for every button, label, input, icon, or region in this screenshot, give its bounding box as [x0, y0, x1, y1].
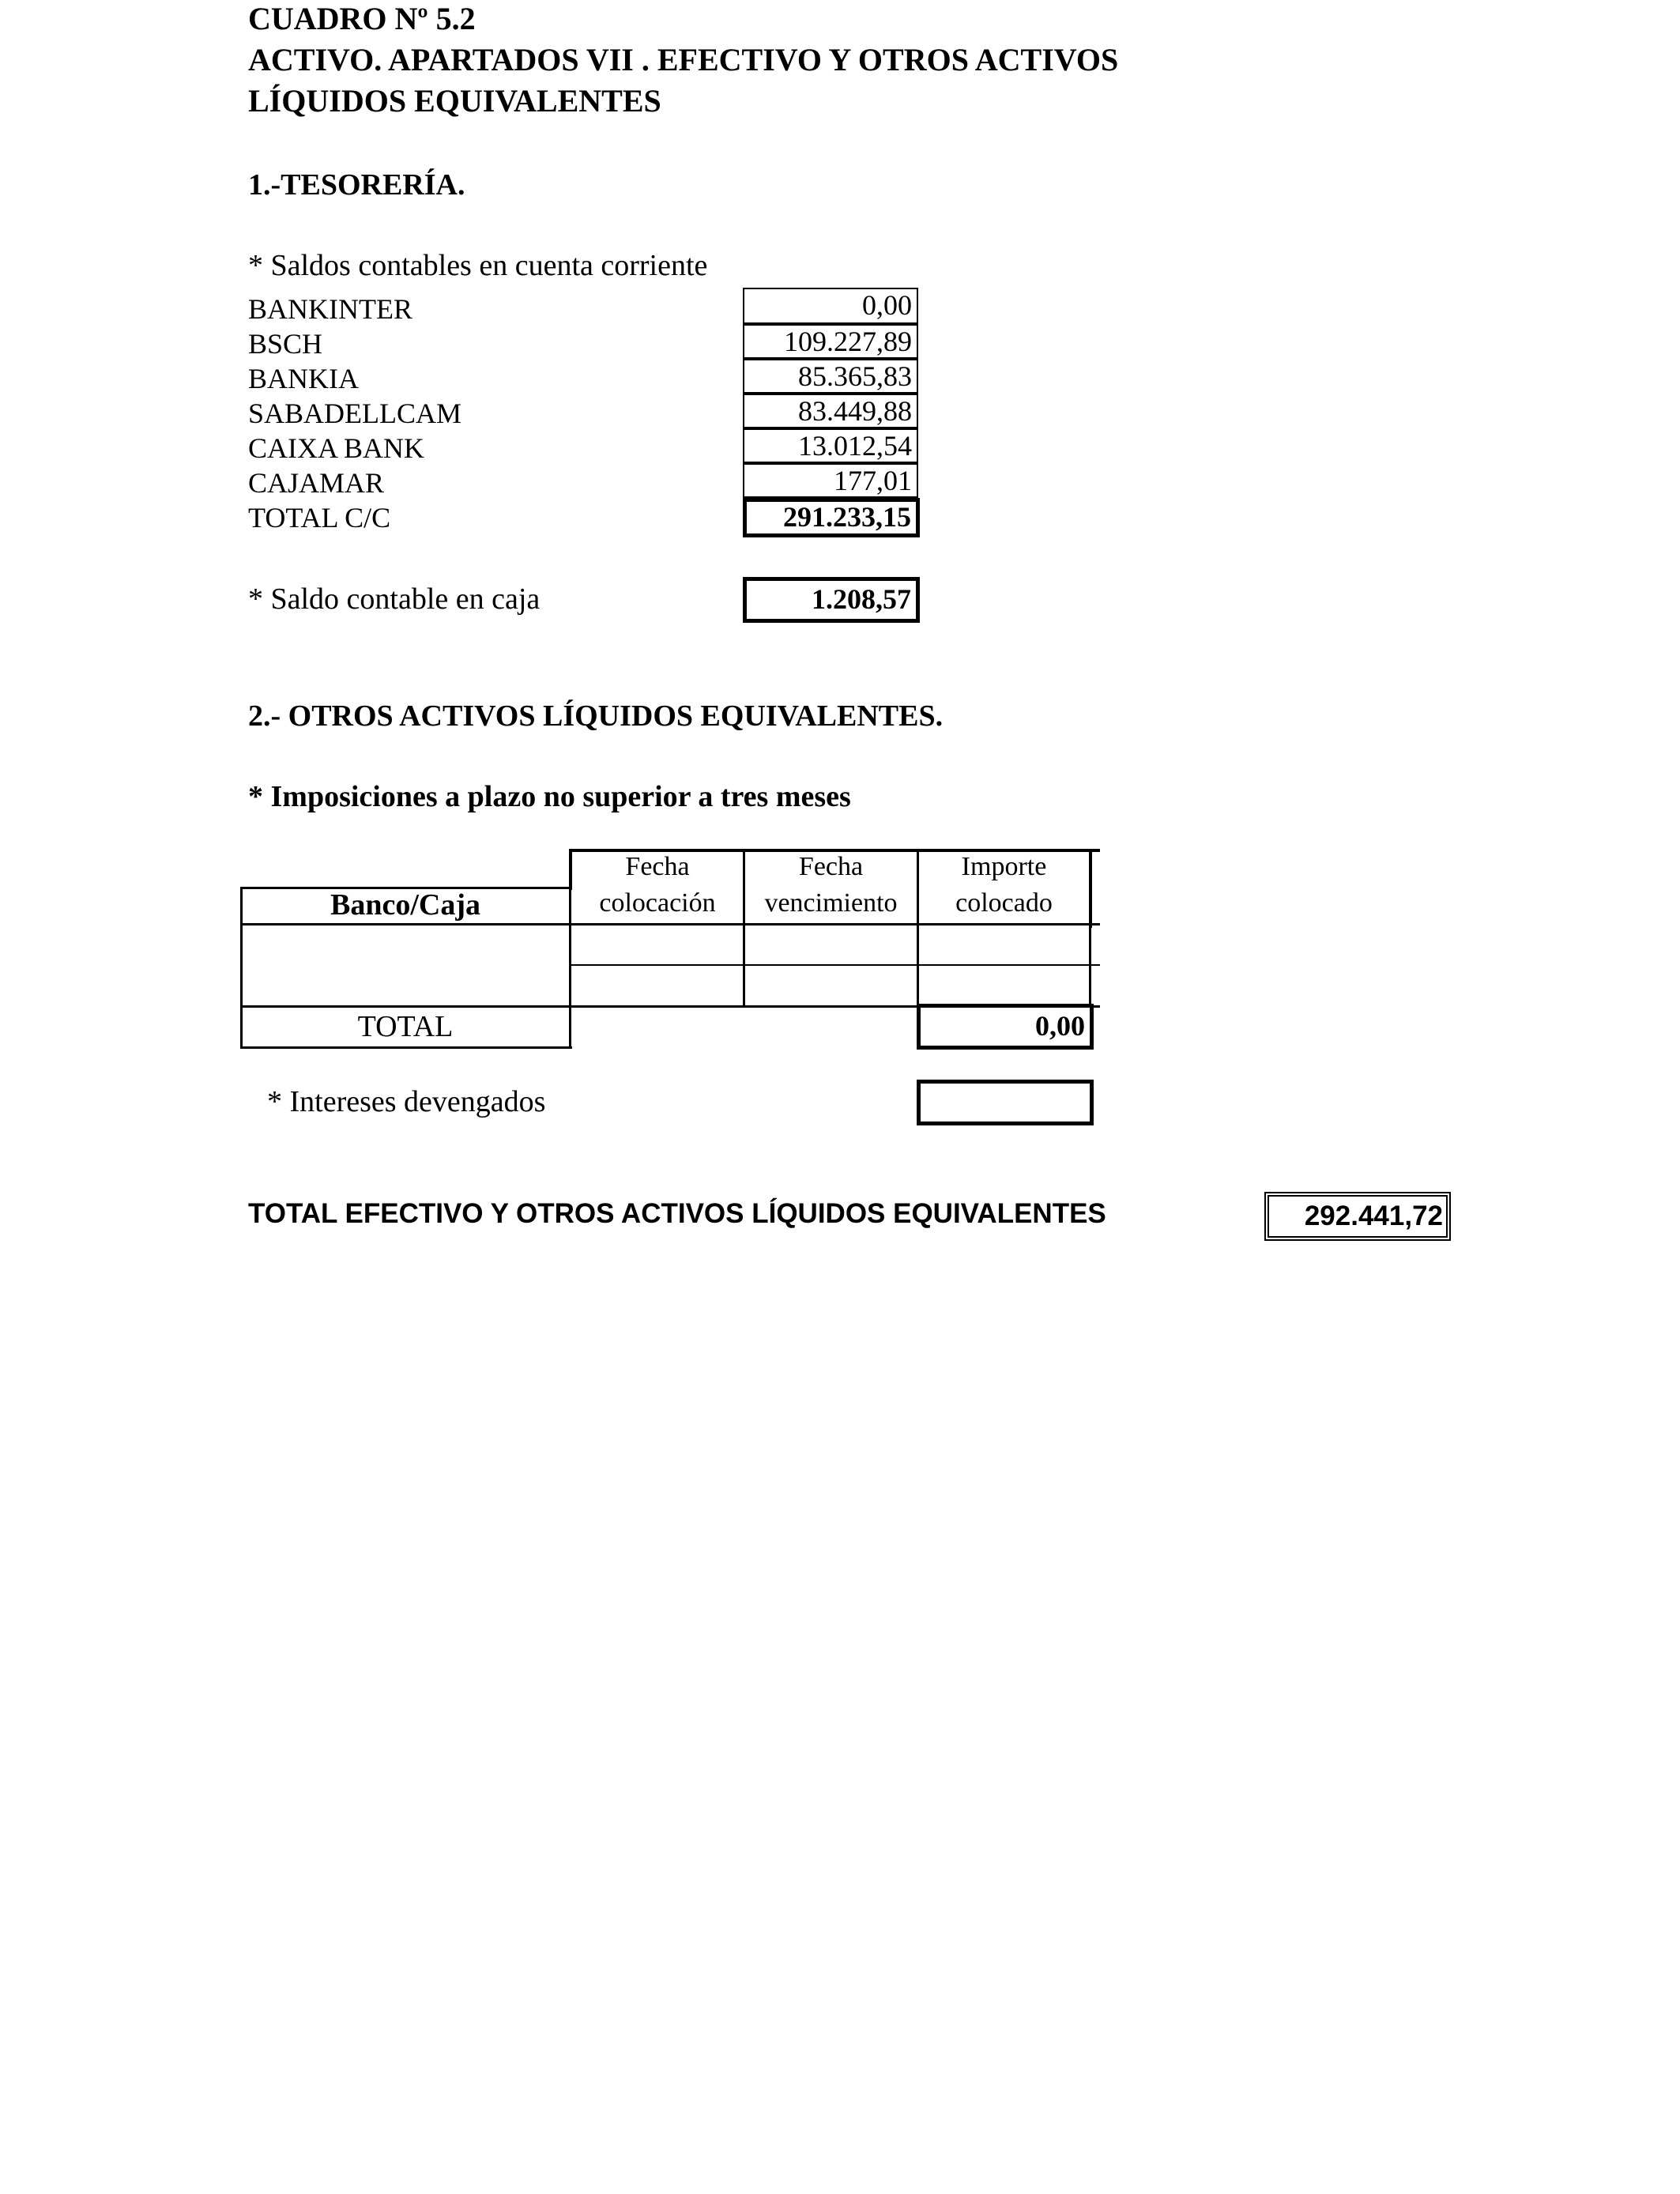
- total-cc-label: TOTAL C/C: [248, 502, 391, 533]
- bank-label: CAJAMAR: [248, 467, 385, 499]
- page-subtitle: ACTIVO. APARTADOS VII . EFECTIVO Y OTROS ACTIVOS: [248, 42, 1119, 77]
- table-border: [1089, 925, 1091, 1007]
- intereses-amount: [917, 1080, 1094, 1125]
- col-header-fecha-colocacion-2: colocación: [599, 888, 716, 918]
- table-border: [240, 923, 1100, 925]
- grand-total-label: TOTAL EFECTIVO Y OTROS ACTIVOS LÍQUIDOS EQUIVALENTES: [248, 1198, 1106, 1229]
- col-header-banco: Banco/Caja: [330, 888, 480, 922]
- table-border: [569, 887, 571, 1049]
- bank-amount: 177,01: [743, 463, 918, 498]
- bank-label: SABADELLCAM: [248, 398, 462, 429]
- section-tesoreria-heading: 1.-TESORERÍA.: [248, 168, 465, 202]
- grand-total-box: [1264, 1192, 1451, 1241]
- bank-amount: 83.449,88: [743, 394, 918, 428]
- total-cc-amount: 291.233,15: [743, 498, 920, 537]
- section-otros-subheading: * Imposiciones a plazo no superior a tres meses: [248, 780, 851, 813]
- bank-label: BANKINTER: [248, 293, 412, 325]
- bank-amount: 109.227,89: [743, 324, 918, 359]
- bank-amount: 13.012,54: [743, 428, 918, 463]
- bank-label: CAIXA BANK: [248, 432, 425, 464]
- section-otros-heading: 2.- OTROS ACTIVOS LÍQUIDOS EQUIVALENTES.: [248, 699, 944, 733]
- bank-label: BSCH: [248, 328, 323, 360]
- col-header-importe: Importe: [961, 852, 1047, 881]
- col-header-fecha-vencimiento-2: vencimiento: [764, 888, 898, 918]
- page-subtitle-cont: LÍQUIDOS EQUIVALENTES: [248, 83, 661, 119]
- table-border: [240, 1046, 572, 1049]
- imposiciones-total-label: TOTAL: [357, 1010, 454, 1043]
- page-title: CUADRO Nº 5.2: [248, 1, 476, 36]
- bank-amount: 85.365,83: [743, 359, 918, 394]
- imposiciones-total-amount: 0,00: [917, 1004, 1094, 1050]
- bank-amount: 0,00: [743, 288, 918, 324]
- bank-label: BANKIA: [248, 363, 359, 394]
- col-header-fecha-colocacion: Fecha: [625, 852, 690, 881]
- table-border: [571, 964, 1100, 966]
- table-border: [1089, 849, 1092, 928]
- section-tesoreria-subheading: * Saldos contables en cuenta corriente: [248, 249, 708, 282]
- col-header-importe-2: colocado: [955, 888, 1053, 918]
- saldo-caja-amount: 1.208,57: [743, 577, 920, 623]
- saldo-caja-label: * Saldo contable en caja: [248, 582, 541, 616]
- col-header-fecha-vencimiento: Fecha: [798, 852, 864, 881]
- grand-total-amount: 292.441,72: [1304, 1201, 1443, 1231]
- intereses-label: * Intereses devengados: [267, 1085, 546, 1118]
